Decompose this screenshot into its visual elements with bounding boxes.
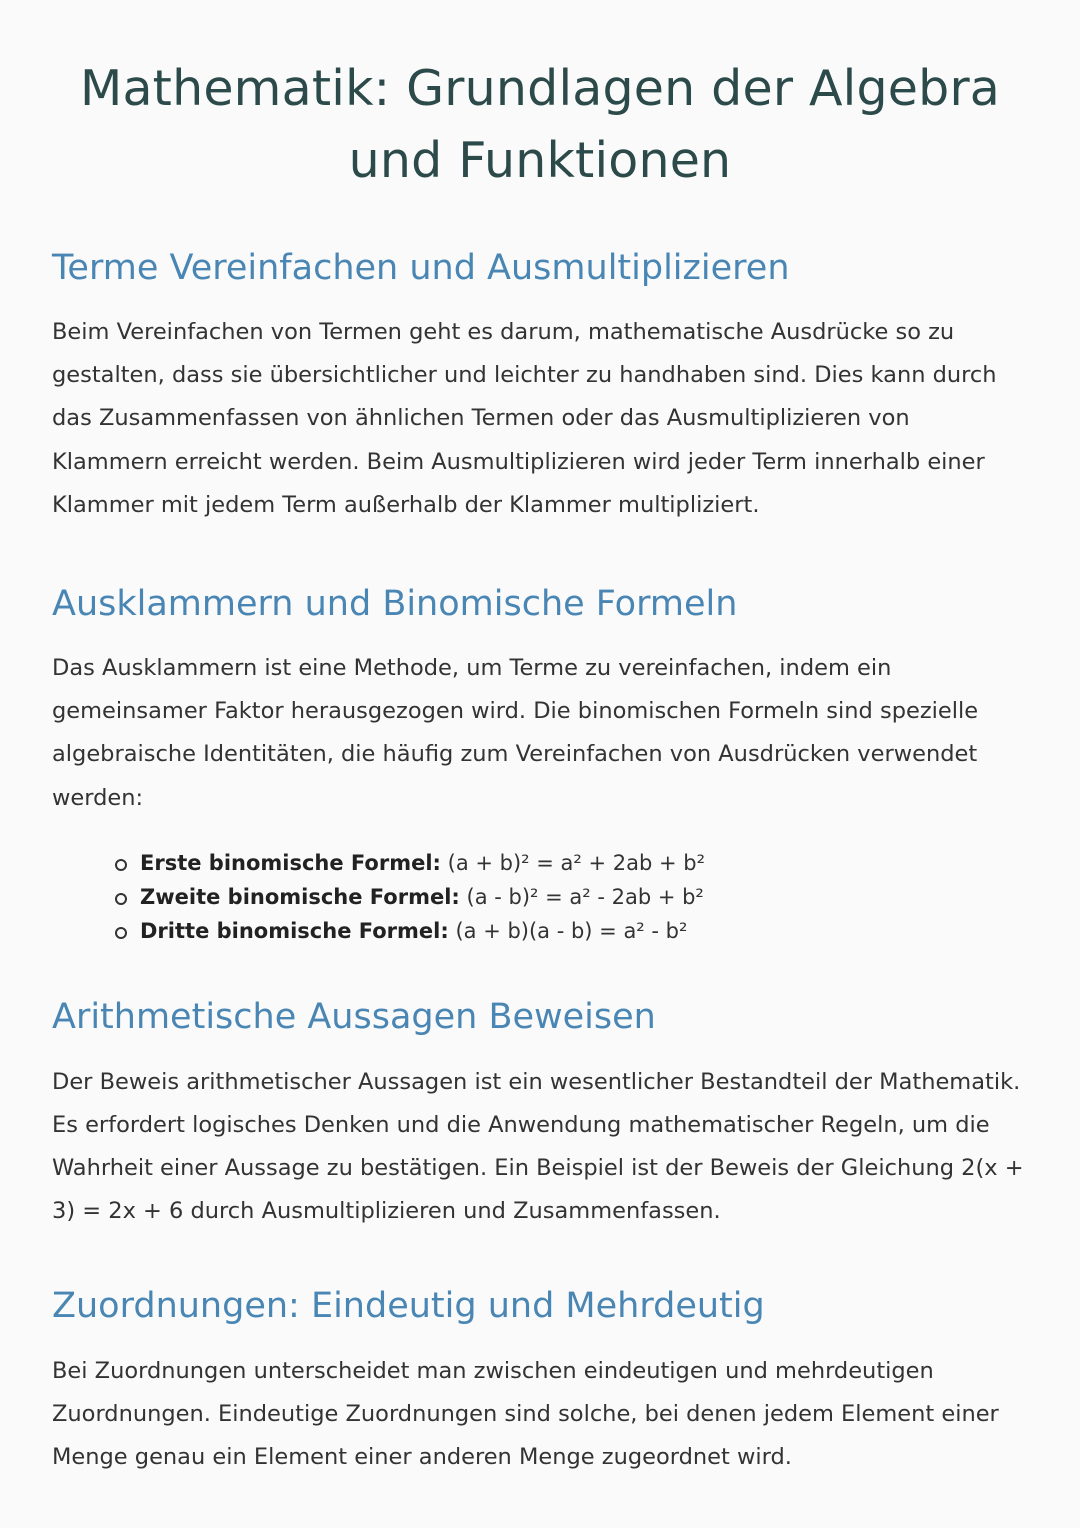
section-heading: Ausklammern und Binomische Formeln [52, 584, 738, 625]
circle-bullet-icon [115, 927, 127, 939]
section-heading: Zuordnungen: Eindeutig und Mehrdeutig [52, 1285, 765, 1326]
formula-expression: (a - b)² = a² - 2ab + b² [466, 884, 704, 909]
section-paragraph: Der Beweis arithmetischer Aussagen ist ein wesentlicher Bestandteil der Mathematik. Es erfordert logisches Denken und die Anwendung mathematischer Regeln, um die Wahrheit einer Aussage zu bestätigen. Ein Beispiel ist der Beweis der Gleichung 2(x + 3) = 2x + 6 durch Ausmultiplizieren und Zusammenfassen. [52, 1068, 1024, 1225]
section-paragraph: Das Ausklammern ist eine Methode, um Terme zu vereinfachen, indem ein gemeinsamer Faktor herausgezogen wird. Die binomischen Formeln sind spezielle algebraische Identitäten, die häufig zum Vereinfachen von Ausdrücken verwendet werden: [52, 655, 979, 811]
section-paragraph: Beim Vereinfachen von Termen geht es darum, mathematische Ausdrücke so zu gestalten, dass sie übersichtlicher und leichter zu handhaben sind. Dies kann durch das Zusammenfassen von ähnlichen Termen oder das Ausmultiplizieren von Klammern erreicht werden. Beim Ausmultiplizieren wird jeder Term innerhalb einer Klammer mit jedem Term außerhalb der Klammer multipliziert. [52, 319, 997, 518]
section-terme-vereinfachen [52, 246, 1028, 527]
formula-label: Zweite binomische Formel: [140, 884, 460, 909]
list-item-erste-formel [115, 846, 1028, 880]
formula-expression: (a + b)² = a² + 2ab + b² [447, 850, 706, 875]
section-binomische-formeln [52, 582, 1028, 948]
formula-list [52, 846, 1028, 948]
page-title: Mathematik: Grundlagen der Algebra und Funktionen [79, 60, 1001, 189]
section-heading: Arithmetische Aussagen Beweisen [52, 996, 656, 1037]
circle-bullet-icon [115, 859, 127, 871]
formula-expression: (a + b)(a - b) = a² - b² [455, 918, 688, 943]
section-heading: Terme Vereinfachen und Ausmultiplizieren [52, 248, 790, 288]
section-zuordnungen [52, 1284, 1028, 1480]
circle-bullet-icon [115, 893, 127, 905]
formula-label: Erste binomische Formel: [140, 850, 441, 875]
list-item-dritte-formel [115, 914, 1028, 948]
formula-label: Dritte binomische Formel: [140, 918, 449, 943]
section-paragraph: Bei Zuordnungen unterscheidet man zwischen eindeutigen und mehrdeutigen Zuordnungen. Eindeutige Zuordnungen sind solche, bei denen jedem Element einer Menge genau ein Element einer anderen Menge zugeordnet wird. [52, 1357, 999, 1471]
list-item-zweite-formel [115, 880, 1028, 914]
section-arithmetische-aussagen [52, 995, 1028, 1234]
